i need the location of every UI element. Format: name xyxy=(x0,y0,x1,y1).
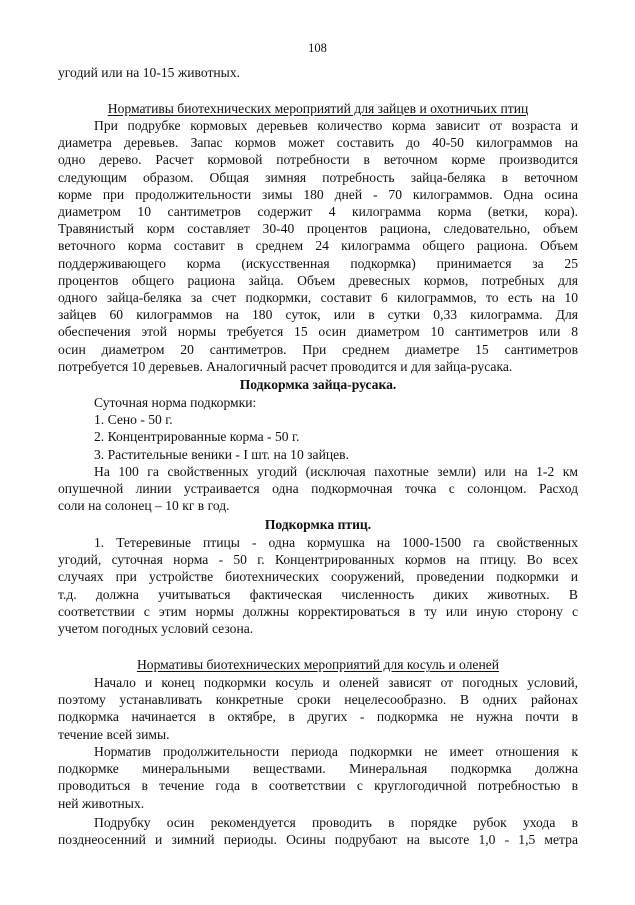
hare-feeding-body xyxy=(58,463,578,515)
text-line: При подрубке кормовых деревьев количество корма зависит от возраста и xyxy=(94,118,578,133)
text-line: Норматив продолжительности периода подкормки не имеет отношения к xyxy=(94,744,578,759)
text-line: веточного корма составит в среднем 24 килограмма общего рациона. Объем xyxy=(58,238,578,254)
text-line: учетом погодных условий сезона. xyxy=(58,621,254,637)
text-line: Травянистый корм составляет 30-40 процентов рациона, следовательно, объем xyxy=(58,221,578,237)
text-line: подкормка начинается в октябре, в других - подкормка не нужна почти в xyxy=(58,709,578,725)
list-item: 2. Концентрированные корма - 50 г. xyxy=(94,429,300,445)
hare-feeding-heading: Подкормка зайца-русака. xyxy=(239,377,397,392)
text-line: 1. Тетеревиные птицы - одна кормушка на 1000-1500 га свойственных xyxy=(94,535,578,550)
section2-para2 xyxy=(58,743,578,812)
section2-para3 xyxy=(58,814,578,848)
text-line: одного зайца-беляка за счет подкормки, составит 6 килограммов, то есть на 10 xyxy=(58,290,578,306)
text-line: диаметра деревьев. Запас кормов может составить до 40-50 килограммов на xyxy=(58,135,578,151)
text-line: позднеосенний и зимний периоды. Осины подрубают на высоте 1,0 - 1,5 метра xyxy=(58,832,578,848)
text-line: подкормке минеральными веществами. Минеральная подкормка должна xyxy=(58,761,578,777)
list-item: 3. Растительные веники - I шт. на 10 зайцев. xyxy=(94,446,349,462)
list-item: 1. Сено - 50 г. xyxy=(94,412,173,428)
text-line: поэтому устанавливать конкретные сроки нецелесообразно. В одних районах xyxy=(58,692,578,708)
text-line: процентов общего рациона зайца. Объем древесных кормов, потребных для xyxy=(58,272,578,288)
bird-feeding-body xyxy=(58,534,578,637)
text-line: соответствии с этим нормы должны корректироваться в ту или иную сторону с xyxy=(58,603,578,619)
text-line: одно дерево. Расчет кормовой потребности в веточном корме производится xyxy=(58,152,578,168)
text-line: осин диаметром 20 сантиметров. При среднем диаметре 15 сантиметров xyxy=(58,341,578,357)
text-line: потребуется 10 деревьев. Аналогичный расчет проводится и для зайца-русака. xyxy=(58,358,513,374)
text-line: опушечной линии устраивается одна подкормочная точка с солонцом. Расход xyxy=(58,481,578,497)
text-line: случаях при устройстве биотехнических сооружений, проведении подкормки и xyxy=(58,569,578,585)
text-line: обеспечения этой нормы требуется 15 осин диаметром 10 сантиметров или 8 xyxy=(58,324,578,340)
text-line: На 100 га свойственных угодий (исключая пахотные земли) или на 1-2 км xyxy=(94,464,578,479)
text-line: Начало и конец подкормки косуль и оленей зависят от погодных условий, xyxy=(94,675,578,690)
bird-feeding-heading: Подкормка птиц. xyxy=(264,517,372,532)
intro-line: угодий или на 10-15 животных. xyxy=(58,65,241,80)
text-line: поддерживающего корма (искусственная подкормка) принимается за 25 xyxy=(58,255,578,271)
text-line: зайцев 60 килограммов на 180 суток, или в сутки 0,33 килограмма. Для xyxy=(58,307,578,323)
text-line: угодий, суточная норма - 50 г. Концентрированных кормов на птицу. Во всех xyxy=(58,552,578,568)
text-line: диаметром 10 сантиметров содержит 4 килограмма корма (ветки, кора). xyxy=(58,204,578,220)
text-line: корме при продолжительности зимы 180 дней - 70 килограммов. Одна осина xyxy=(58,186,578,202)
section2-heading-text: Нормативы биотехнических мероприятий для косуль и оленей xyxy=(136,657,500,672)
page-number: 108 xyxy=(308,41,327,55)
text-line: течение всей зимы. xyxy=(58,726,170,742)
text-line: Подрубку осин рекомендуется проводить в порядке рубок ухода в xyxy=(94,815,578,830)
text-line: т.д. должна учитываться фактическая численность диких животных. В xyxy=(58,586,578,602)
text-line: проводиться в течение года в соответствии с круглогодичной потребностью в xyxy=(58,778,578,794)
section1-heading xyxy=(58,100,578,117)
text-line: следующим образом. Общая зимняя потребность зайца-беляка в веточном xyxy=(58,169,578,185)
section2-para1 xyxy=(58,674,578,743)
text-line: соли на солонец – 10 кг в год. xyxy=(58,498,230,514)
hare-feeding-list xyxy=(94,394,578,463)
section1-heading-text: Нормативы биотехнических мероприятий для зайцев и охотничьих птиц xyxy=(107,101,529,116)
section2-heading xyxy=(58,656,578,673)
text-line: ней животных. xyxy=(58,795,145,811)
daily-norm-label: Суточная норма подкормки: xyxy=(94,395,257,410)
section1-body xyxy=(58,117,578,375)
